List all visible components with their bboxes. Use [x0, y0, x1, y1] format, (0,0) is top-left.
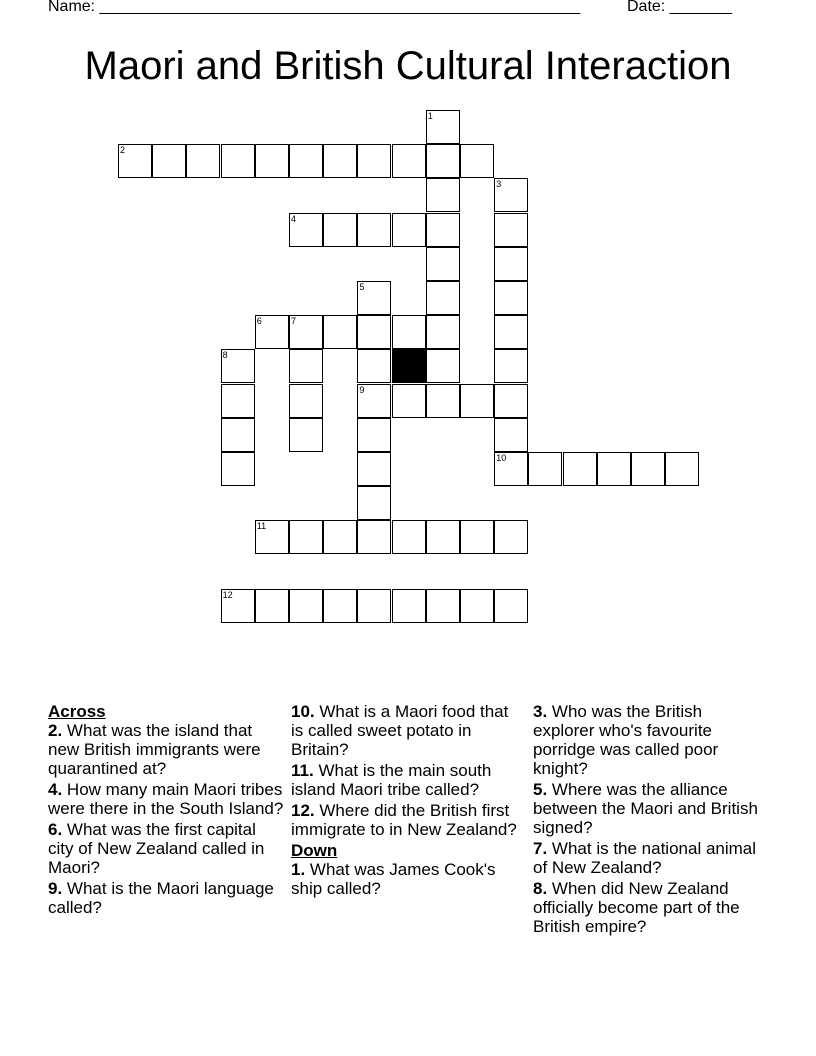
- grid-cell[interactable]: [323, 589, 357, 623]
- grid-cell[interactable]: [323, 520, 357, 554]
- grid-cell[interactable]: [426, 315, 460, 349]
- clue-number: 5.: [533, 780, 548, 799]
- clue-text: What is a Maori food that is called sweet potato in Britain?: [291, 702, 509, 759]
- date-field-label: Date: _______: [627, 0, 732, 15]
- clue-column-2: [291, 702, 519, 900]
- across-heading: Across: [48, 702, 106, 721]
- grid-cell[interactable]: [221, 384, 255, 418]
- grid-cell[interactable]: [494, 315, 528, 349]
- grid-cell[interactable]: [494, 452, 528, 486]
- grid-cell[interactable]: [323, 315, 357, 349]
- clue-text: What was James Cook's ship called?: [291, 860, 496, 898]
- clue-number: 12.: [291, 801, 315, 820]
- clue-text: What is the Maori language called?: [48, 879, 274, 917]
- grid-cell[interactable]: [357, 281, 391, 315]
- grid-cell[interactable]: [255, 315, 289, 349]
- grid-cell[interactable]: [392, 520, 426, 554]
- grid-cell[interactable]: [494, 247, 528, 281]
- grid-cell[interactable]: [357, 520, 391, 554]
- clue-text: Where was the alliance between the Maori and British signed?: [533, 780, 758, 837]
- down-clue: [533, 879, 767, 936]
- cell-number: 8: [222, 350, 228, 361]
- grid-cell[interactable]: [426, 213, 460, 247]
- grid-cell[interactable]: [460, 384, 494, 418]
- grid-cell[interactable]: [255, 144, 289, 178]
- cell-number: 11: [256, 521, 267, 532]
- grid-cell[interactable]: [494, 178, 528, 212]
- grid-cell[interactable]: [494, 384, 528, 418]
- clue-number: 6.: [48, 820, 63, 839]
- down-clue: [533, 702, 767, 778]
- grid-cell[interactable]: [221, 349, 255, 383]
- grid-cell[interactable]: [392, 315, 426, 349]
- grid-cell[interactable]: [494, 589, 528, 623]
- clue-text: Who was the British explorer who's favourite porridge was called poor knight?: [533, 702, 719, 778]
- grid-cell[interactable]: [323, 144, 357, 178]
- grid-cell[interactable]: [289, 315, 323, 349]
- grid-cell[interactable]: [357, 486, 391, 520]
- grid-cell[interactable]: [392, 384, 426, 418]
- grid-cell[interactable]: [460, 520, 494, 554]
- grid-cell[interactable]: [221, 144, 255, 178]
- grid-cell[interactable]: [118, 144, 152, 178]
- grid-cell[interactable]: [357, 589, 391, 623]
- cell-number: 9: [359, 384, 365, 395]
- grid-cell[interactable]: [563, 452, 597, 486]
- grid-cell[interactable]: [357, 349, 391, 383]
- clue-number: 2.: [48, 721, 63, 740]
- grid-cell[interactable]: [255, 520, 289, 554]
- grid-cell[interactable]: [665, 452, 699, 486]
- grid-cell[interactable]: [426, 281, 460, 315]
- clue-number: 3.: [533, 702, 548, 721]
- cell-number: 2: [120, 145, 126, 156]
- down-clue: [291, 860, 519, 898]
- grid-cell[interactable]: [289, 349, 323, 383]
- cell-number: 12: [222, 589, 233, 600]
- grid-cell[interactable]: [426, 178, 460, 212]
- grid-cell[interactable]: [597, 452, 631, 486]
- grid-cell[interactable]: [152, 144, 186, 178]
- clue-text: When did New Zealand officially become part of the British empire?: [533, 879, 740, 936]
- grid-cell[interactable]: [426, 520, 460, 554]
- clue-number: 11.: [291, 761, 314, 780]
- grid-cell[interactable]: [426, 349, 460, 383]
- grid-cell[interactable]: [289, 418, 323, 452]
- grid-cell[interactable]: [221, 452, 255, 486]
- cell-number: 5: [359, 282, 365, 292]
- grid-cell[interactable]: [426, 110, 460, 144]
- grid-cell[interactable]: [289, 144, 323, 178]
- across-clue: [48, 820, 284, 877]
- clue-number: 4.: [48, 780, 63, 799]
- grid-cell[interactable]: [357, 418, 391, 452]
- clue-text: What was the island that new British immigrants were quarantined at?: [48, 721, 261, 778]
- grid-cell[interactable]: [255, 589, 289, 623]
- grid-cell[interactable]: [494, 418, 528, 452]
- grid-cell[interactable]: [221, 418, 255, 452]
- grid-cell[interactable]: [357, 144, 391, 178]
- across-clue: [48, 780, 284, 818]
- name-field-label: Name: ______________________________________________________: [48, 0, 581, 15]
- grid-cell[interactable]: [221, 589, 255, 623]
- grid-cell[interactable]: [494, 520, 528, 554]
- clue-column-3: [533, 702, 767, 938]
- across-clue: [48, 879, 284, 917]
- grid-cell[interactable]: [494, 213, 528, 247]
- grid-cell[interactable]: [426, 247, 460, 281]
- clue-number: 1.: [291, 860, 306, 879]
- clue-number: 8.: [533, 879, 548, 898]
- grid-cell[interactable]: [460, 589, 494, 623]
- grid-cell[interactable]: [357, 213, 391, 247]
- grid-cell[interactable]: [357, 452, 391, 486]
- clue-text: What is the national animal of New Zealand?: [533, 839, 757, 877]
- grid-cell[interactable]: [289, 384, 323, 418]
- black-cell: [392, 349, 426, 383]
- clue-column-1: [48, 702, 284, 919]
- grid-cell[interactable]: [426, 384, 460, 418]
- page-title: Maori and British Cultural Interaction: [84, 44, 732, 88]
- clue-number: 7.: [533, 839, 548, 858]
- grid-cell[interactable]: [392, 144, 426, 178]
- clue-text: How many main Maori tribes were there in the South Island?: [48, 780, 284, 818]
- grid-cell[interactable]: [631, 452, 665, 486]
- clue-number: 9.: [48, 879, 63, 898]
- grid-cell[interactable]: [392, 213, 426, 247]
- across-clue: [291, 761, 519, 799]
- cell-number: 3: [496, 179, 502, 190]
- cell-number: 1: [427, 111, 433, 121]
- grid-cell[interactable]: [392, 589, 426, 623]
- clue-text: What is the main south island Maori tribe called?: [291, 761, 492, 799]
- grid-cell[interactable]: [289, 213, 323, 247]
- grid-cell[interactable]: [186, 144, 220, 178]
- clue-number: 10.: [291, 702, 315, 721]
- grid-cell[interactable]: [426, 589, 460, 623]
- grid-cell[interactable]: [357, 384, 391, 418]
- across-clue: [48, 721, 284, 778]
- grid-cell[interactable]: [289, 589, 323, 623]
- grid-cell[interactable]: [494, 349, 528, 383]
- grid-cell[interactable]: [357, 315, 391, 349]
- down-clue: [533, 839, 767, 877]
- down-clue: [533, 780, 767, 837]
- grid-cell[interactable]: [426, 144, 460, 178]
- cell-number: 4: [291, 213, 297, 224]
- cell-number: 10: [496, 453, 507, 463]
- grid-cell[interactable]: [494, 281, 528, 315]
- cell-number: 6: [256, 316, 262, 327]
- across-clue: [291, 702, 519, 759]
- clue-text: What was the first capital city of New Zealand called in Maori?: [48, 820, 265, 877]
- grid-cell[interactable]: [528, 452, 562, 486]
- grid-cell[interactable]: [289, 520, 323, 554]
- across-clue: [291, 801, 519, 839]
- cell-number: 7: [291, 316, 297, 327]
- down-heading: Down: [291, 841, 338, 860]
- grid-cell[interactable]: [460, 144, 494, 178]
- grid-cell[interactable]: [323, 213, 357, 247]
- clue-text: Where did the British first immigrate to in New Zealand?: [291, 801, 517, 839]
